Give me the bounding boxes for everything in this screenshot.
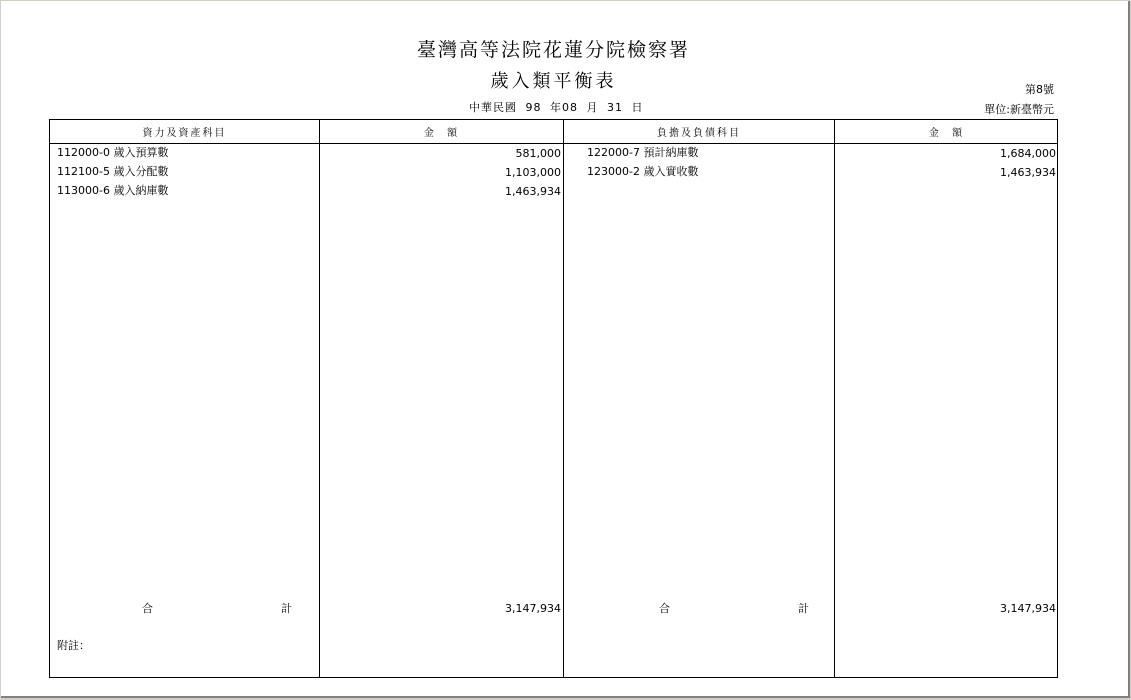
asset-account: 112100-5 歲入分配數 [57, 165, 169, 178]
liability-amount: 1,684,000 [1000, 147, 1056, 160]
asset-amount: 1,103,000 [505, 166, 561, 179]
header-assets-account: 資力及資產科目 [142, 128, 227, 139]
total-label-right: 計 [798, 602, 809, 615]
header-liabilities-account: 負擔及負債科目 [657, 128, 741, 139]
report-page [1, 1, 1130, 698]
header-liabilities-amount: 金 額 [928, 128, 965, 139]
liabilities-total-amount: 3,147,934 [1000, 602, 1056, 615]
asset-account: 113000-6 歲入納庫數 [57, 184, 169, 197]
currency-unit: 單位:新臺幣元 [984, 103, 1054, 116]
header-assets-amount: 金 額 [423, 128, 460, 139]
header-divider [50, 143, 1057, 144]
assets-total-label [142, 600, 292, 616]
balance-sheet-table [49, 119, 1058, 678]
liabilities-total-label [659, 600, 809, 616]
organization-title: 臺灣高等法院花蓮分院檢察署 [416, 39, 690, 61]
total-label-right: 計 [281, 602, 292, 615]
column-divider [319, 120, 320, 677]
asset-amount: 581,000 [515, 147, 561, 160]
report-title: 歲入類平衡表 [490, 71, 617, 92]
form-number: 第8號 [1025, 83, 1054, 96]
report-date: 中華民國 98 年08 月 31 日 [469, 101, 644, 114]
liability-amount: 1,463,934 [1000, 166, 1056, 179]
total-label-left: 合 [142, 602, 153, 615]
asset-amount: 1,463,934 [505, 185, 561, 198]
note-label: 附註： [57, 639, 90, 652]
liability-account: 123000-2 歲入實收數 [587, 165, 699, 178]
column-divider [834, 120, 835, 677]
liability-account: 122000-7 預計納庫數 [587, 146, 699, 159]
asset-account: 112000-0 歲入預算數 [57, 146, 169, 159]
total-label-left: 合 [659, 602, 670, 615]
assets-total-amount: 3,147,934 [505, 602, 561, 615]
column-divider [563, 120, 564, 677]
